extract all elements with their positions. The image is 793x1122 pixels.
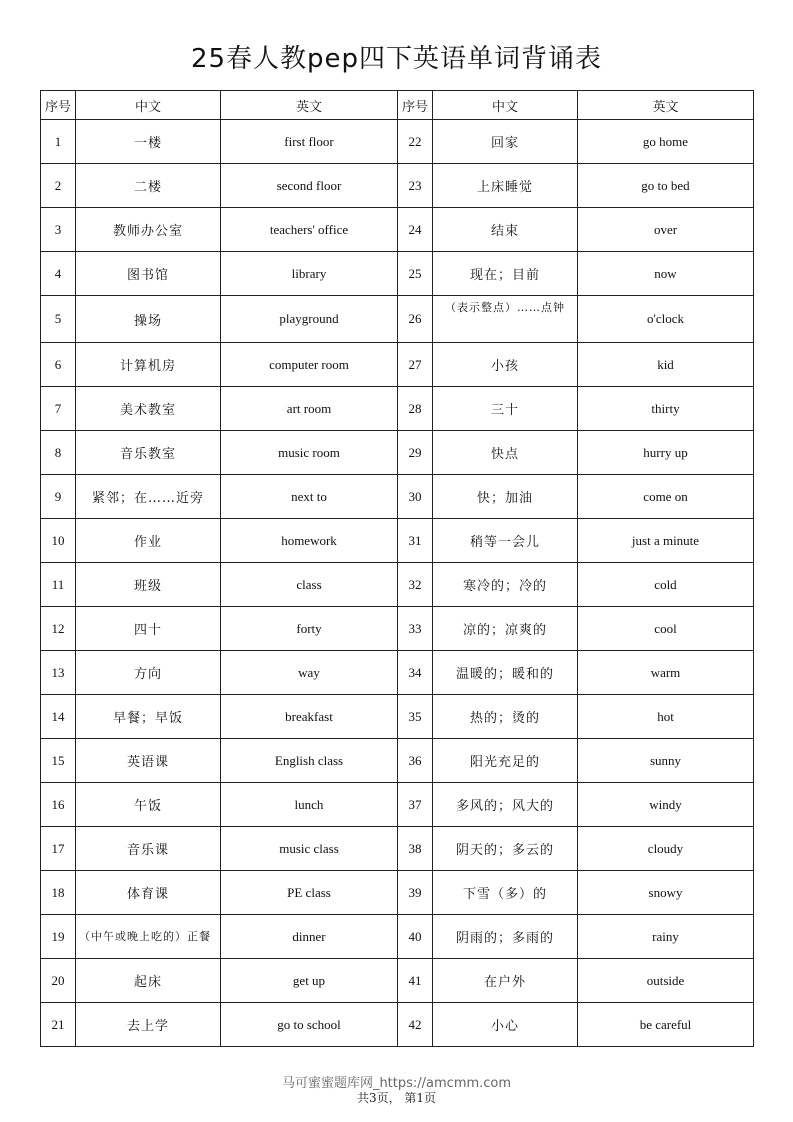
table-row (41, 871, 754, 915)
chinese-meaning: 起床 (76, 959, 221, 1003)
chinese-meaning: 教师办公室 (76, 208, 221, 252)
english-word: outside (578, 959, 754, 1003)
chinese-meaning: 结束 (433, 208, 578, 252)
chinese-meaning: （表示整点）……点钟 (433, 296, 578, 343)
english-word: sunny (578, 739, 754, 783)
watermark-text: 马可蜜蜜题库网_https://amcmm.com (281, 1076, 512, 1091)
header-chinese: 中文 (76, 91, 221, 120)
english-word: lunch (221, 783, 398, 827)
page-title: 25春人教pep四下英语单词背诵表 (190, 44, 603, 74)
word-index: 1 (41, 120, 76, 164)
word-index: 16 (41, 783, 76, 827)
word-index: 33 (398, 607, 433, 651)
chinese-meaning: 稍等一会儿 (433, 519, 578, 563)
chinese-meaning: 操场 (76, 296, 221, 343)
word-index: 18 (41, 871, 76, 915)
english-word: dinner (221, 915, 398, 959)
chinese-meaning: 下雪（多）的 (433, 871, 578, 915)
english-word: go to school (221, 1003, 398, 1047)
table-row (41, 827, 754, 871)
english-word: playground (221, 296, 398, 343)
chinese-meaning: 多风的；风大的 (433, 783, 578, 827)
english-word: music room (221, 431, 398, 475)
word-index: 39 (398, 871, 433, 915)
table-row (41, 1003, 754, 1047)
table-row (41, 959, 754, 1003)
header-index: 序号 (398, 91, 433, 120)
table-body (41, 120, 754, 1047)
chinese-meaning: 在户外 (433, 959, 578, 1003)
word-index: 8 (41, 431, 76, 475)
word-index: 40 (398, 915, 433, 959)
chinese-meaning: 阳光充足的 (433, 739, 578, 783)
chinese-meaning: 三十 (433, 387, 578, 431)
english-word: first floor (221, 120, 398, 164)
table-row (41, 519, 754, 563)
word-index: 20 (41, 959, 76, 1003)
english-word: just a minute (578, 519, 754, 563)
word-index: 7 (41, 387, 76, 431)
chinese-meaning: 凉的；凉爽的 (433, 607, 578, 651)
vocabulary-table (40, 90, 754, 1047)
word-index: 38 (398, 827, 433, 871)
english-word: warm (578, 651, 754, 695)
word-index: 36 (398, 739, 433, 783)
word-index: 12 (41, 607, 76, 651)
word-index: 5 (41, 296, 76, 343)
english-word: music class (221, 827, 398, 871)
english-word: homework (221, 519, 398, 563)
english-word: now (578, 252, 754, 296)
english-word: way (221, 651, 398, 695)
chinese-meaning: 音乐课 (76, 827, 221, 871)
word-index: 28 (398, 387, 433, 431)
word-index: 17 (41, 827, 76, 871)
word-index: 10 (41, 519, 76, 563)
chinese-meaning: 热的；烫的 (433, 695, 578, 739)
english-word: rainy (578, 915, 754, 959)
english-word: over (578, 208, 754, 252)
word-index: 27 (398, 343, 433, 387)
word-index: 15 (41, 739, 76, 783)
english-word: English class (221, 739, 398, 783)
table-row (41, 739, 754, 783)
english-word: come on (578, 475, 754, 519)
table-row (41, 296, 754, 343)
chinese-meaning: 一楼 (76, 120, 221, 164)
table-row (41, 208, 754, 252)
chinese-meaning: 小心 (433, 1003, 578, 1047)
table-row (41, 695, 754, 739)
english-word: windy (578, 783, 754, 827)
table-row (41, 252, 754, 296)
chinese-meaning: （中午或晚上吃的）正餐 (76, 915, 221, 959)
chinese-meaning: 美术教室 (76, 387, 221, 431)
chinese-meaning: 紧邻；在……近旁 (76, 475, 221, 519)
english-word: teachers' office (221, 208, 398, 252)
header-chinese: 中文 (433, 91, 578, 120)
chinese-meaning: 英语课 (76, 739, 221, 783)
english-word: kid (578, 343, 754, 387)
chinese-meaning: 阴天的；多云的 (433, 827, 578, 871)
table-row (41, 607, 754, 651)
word-index: 19 (41, 915, 76, 959)
english-word: hurry up (578, 431, 754, 475)
chinese-meaning: 班级 (76, 563, 221, 607)
english-word: library (221, 252, 398, 296)
english-word: hot (578, 695, 754, 739)
word-index: 6 (41, 343, 76, 387)
word-index: 22 (398, 120, 433, 164)
english-word: art room (221, 387, 398, 431)
english-word: cloudy (578, 827, 754, 871)
word-index: 35 (398, 695, 433, 739)
word-index: 37 (398, 783, 433, 827)
chinese-meaning: 二楼 (76, 164, 221, 208)
word-index: 13 (41, 651, 76, 695)
word-index: 32 (398, 563, 433, 607)
word-index: 9 (41, 475, 76, 519)
table-row (41, 387, 754, 431)
chinese-meaning: 图书馆 (76, 252, 221, 296)
table-row (41, 431, 754, 475)
word-index: 26 (398, 296, 433, 343)
english-word: breakfast (221, 695, 398, 739)
page-number: 共3页， 第1页 (356, 1091, 437, 1105)
word-index: 14 (41, 695, 76, 739)
english-word: go home (578, 120, 754, 164)
chinese-meaning: 作业 (76, 519, 221, 563)
chinese-meaning: 去上学 (76, 1003, 221, 1047)
word-index: 29 (398, 431, 433, 475)
word-index: 31 (398, 519, 433, 563)
word-index: 24 (398, 208, 433, 252)
english-word: thirty (578, 387, 754, 431)
chinese-meaning: 快；加油 (433, 475, 578, 519)
chinese-meaning: 计算机房 (76, 343, 221, 387)
english-word: cold (578, 563, 754, 607)
word-index: 25 (398, 252, 433, 296)
word-index: 4 (41, 252, 76, 296)
english-word: PE class (221, 871, 398, 915)
table-row (41, 343, 754, 387)
chinese-meaning: 现在；目前 (433, 252, 578, 296)
english-word: second floor (221, 164, 398, 208)
english-word: o'clock (578, 296, 754, 343)
table-row (41, 475, 754, 519)
table-row (41, 651, 754, 695)
english-word: class (221, 563, 398, 607)
table-row (41, 563, 754, 607)
english-word: forty (221, 607, 398, 651)
english-word: computer room (221, 343, 398, 387)
chinese-meaning: 音乐教室 (76, 431, 221, 475)
chinese-meaning: 早餐；早饭 (76, 695, 221, 739)
word-index: 42 (398, 1003, 433, 1047)
header-english: 英文 (221, 91, 398, 120)
table-row (41, 783, 754, 827)
chinese-meaning: 回家 (433, 120, 578, 164)
word-index: 3 (41, 208, 76, 252)
word-index: 41 (398, 959, 433, 1003)
english-word: be careful (578, 1003, 754, 1047)
chinese-meaning: 快点 (433, 431, 578, 475)
table-header-row (41, 91, 754, 120)
header-english: 英文 (578, 91, 754, 120)
chinese-meaning: 寒冷的；冷的 (433, 563, 578, 607)
english-word: go to bed (578, 164, 754, 208)
english-word: get up (221, 959, 398, 1003)
header-index: 序号 (41, 91, 76, 120)
chinese-meaning: 温暖的；暖和的 (433, 651, 578, 695)
english-word: next to (221, 475, 398, 519)
chinese-meaning: 阴雨的；多雨的 (433, 915, 578, 959)
chinese-meaning: 午饭 (76, 783, 221, 827)
table-row (41, 164, 754, 208)
word-index: 34 (398, 651, 433, 695)
word-index: 23 (398, 164, 433, 208)
word-index: 21 (41, 1003, 76, 1047)
chinese-meaning: 体育课 (76, 871, 221, 915)
chinese-meaning: 四十 (76, 607, 221, 651)
table-row (41, 915, 754, 959)
chinese-meaning: 小孩 (433, 343, 578, 387)
english-word: cool (578, 607, 754, 651)
chinese-meaning: 上床睡觉 (433, 164, 578, 208)
english-word: snowy (578, 871, 754, 915)
table-row (41, 120, 754, 164)
word-index: 2 (41, 164, 76, 208)
word-index: 30 (398, 475, 433, 519)
word-index: 11 (41, 563, 76, 607)
chinese-meaning: 方向 (76, 651, 221, 695)
